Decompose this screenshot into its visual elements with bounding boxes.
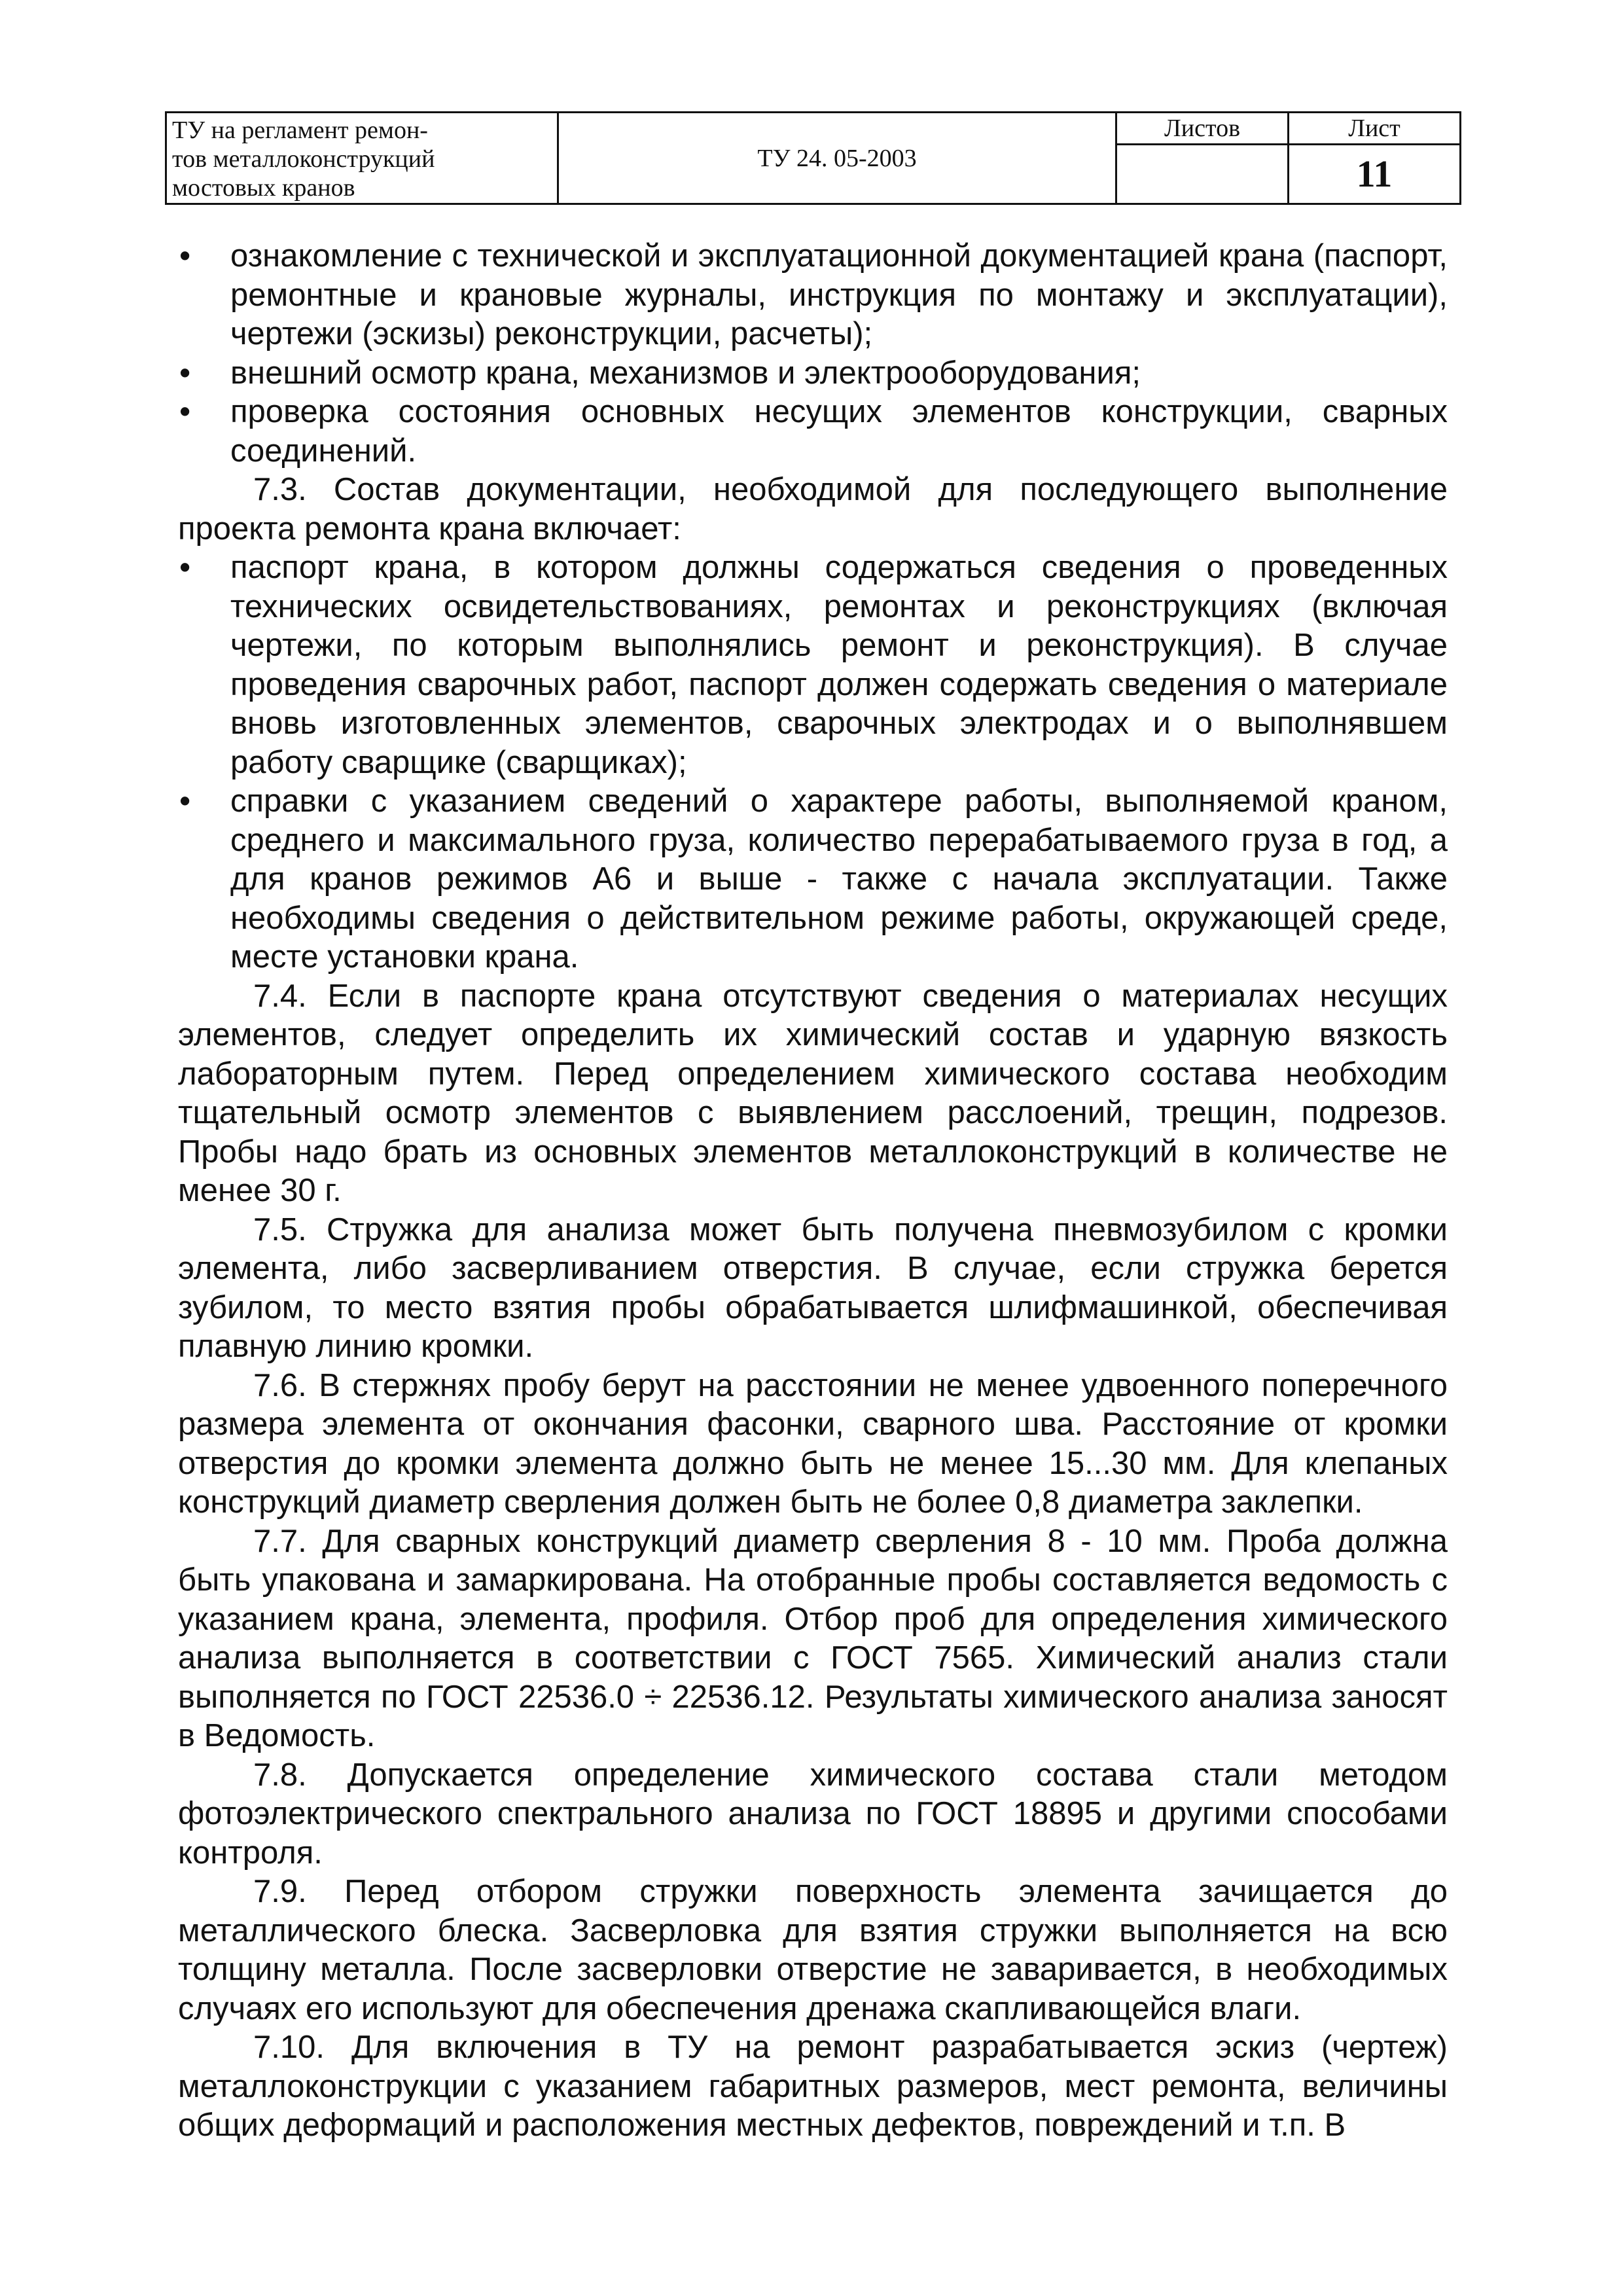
sheet-number-value: 11	[1356, 152, 1393, 195]
document-body	[178, 237, 1448, 2145]
paragraph-7-3: 7.3. Состав документации, необходимой для последующего выполнение проекта ремонта крана включает:	[178, 472, 1448, 547]
paragraph-7-7: 7.7. Для сварных конструкций диаметр сверления 8 - 10 мм. Проба должна быть упакована и замаркирована. На отобранные пробы составляется ведомость с указанием крана, элемента, профиля. Отбор проб для определения химического анализа выполняется в соответствии с ГОСТ 7565. Химический анализ стали выполняется по ГОСТ 22536.0 ÷ 22536.12. Результаты химического анализа заносят в Ведомость.	[178, 1523, 1448, 1753]
sheets-count-label: Листов	[1117, 113, 1287, 145]
paragraph-7-5: 7.5. Стружка для анализа может быть получена пневмозубилом с кромки элемента, либо засверливанием отверстия. В случае, если стружка берется зубилом, то место взятия пробы обрабатывается шлифмашинкой, обеспечивая плавную линию кромки.	[178, 1211, 1448, 1364]
bullet-item: • паспорт крана, в котором должны содержаться сведения о проведенных технических освидетельствованиях, ремонтах и реконструкциях (включая чертежи, по которым выполнялись ремонт и реконструкция). В случае проведения сварочных работ, паспорт должен содержать сведения о материале вновь изготовленных элементов, сварочных электродах и о выполнявшем работу сварщике (сварщиках);	[178, 548, 1448, 782]
bullet-item: • проверка состояния основных несущих элементов конструкции, сварных соединений.	[178, 393, 1448, 471]
paragraph-7-4: 7.4. Если в паспорте крана отсутствуют сведения о материалах несущих элементов, следует определить их химический состав и ударную вязкость лабораторным путем. Перед определением химического состава необходим тщательный осмотр элементов с выявлением расслоений, трещин, подрезов. Пробы надо брать из основных элементов металлоконструкций в количестве не менее 30 г.	[178, 978, 1448, 1208]
bullet-item: • ознакомление с технической и эксплуатационной документацией крана (паспорт, ремонтные и крановые журналы, инструкция по монтажу и эксплуатации), чертежи (эскизы) реконструкции, расчеты);	[178, 237, 1448, 354]
title-block	[165, 111, 1461, 205]
bullet-item: • внешний осмотр крана, механизмов и электрооборудования;	[178, 354, 1448, 393]
document-code: ТУ 24. 05-2003	[558, 113, 1116, 204]
sheets-count-value	[1117, 145, 1287, 203]
paragraph-7-9: 7.9. Перед отбором стружки поверхность элемента зачищается до металлического блеска. Засверловка для взятия стружки выполняется на всю толщину металла. После засверловки отверстие не заваривается, в необходимых случаях его используют для обеспечения дренажа скапливающейся влаги.	[178, 1874, 1448, 2026]
bullet-item: • справки с указанием сведений о характере работы, выполняемой краном, среднего и максимального груза, количество перерабатываемого груза в год, а для кранов режимов А6 и выше - также с начала эксплуатации. Также необходимы сведения о действительном режиме работы, окружающей среде, месте установки крана.	[178, 782, 1448, 977]
paragraph-7-6: 7.6. В стержнях пробу берут на расстоянии не менее удвоенного поперечного размера элемента от окончания фасонки, сварного шва. Расстояние от кромки отверстия до кромки элемента должно быть не менее 15...30 мм. Для клепаных конструкций диаметр сверления должен быть не более 0,8 диаметра заклепки.	[178, 1367, 1448, 1520]
sheet-number-label: Лист	[1289, 113, 1459, 145]
document-title: ТУ на регламент ремон- тов металлоконструкций мостовых кранов	[166, 113, 558, 204]
paragraph-7-8: 7.8. Допускается определение химического состава стали методом фотоэлектрического спектрального анализа по ГОСТ 18895 и другими способами контроля.	[178, 1757, 1448, 1871]
paragraph-7-10: 7.10. Для включения в ТУ на ремонт разрабатывается эскиз (чертеж) металлоконструкции с указанием габаритных размеров, мест ремонта, величины общих деформаций и расположения местных дефектов, повреждений и т.п. В	[178, 2030, 1448, 2143]
sheet-number-cell	[1289, 113, 1461, 204]
sheets-count-cell	[1116, 113, 1289, 204]
